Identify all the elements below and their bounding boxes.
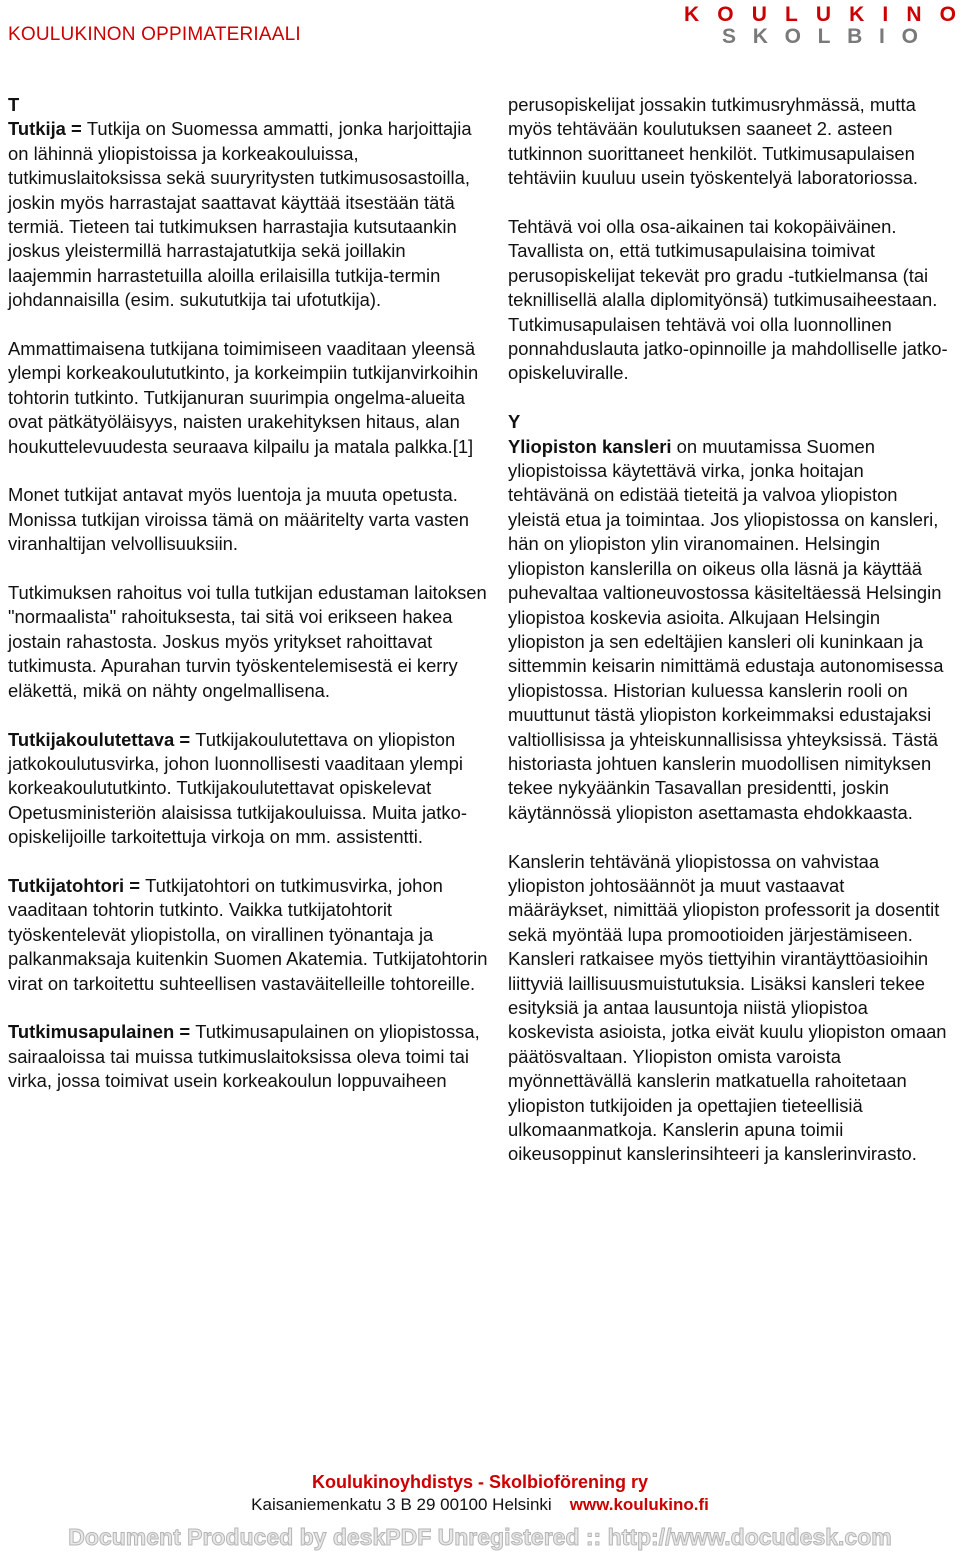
entry-tutkijakoulutettava: [8, 728, 488, 850]
section-letter-y: Y: [508, 411, 521, 433]
logo-letter: U: [815, 3, 832, 26]
entry-tutkija: [8, 117, 488, 312]
logo-letter: L: [817, 25, 831, 48]
entry-tutkimusapulainen: [8, 1020, 488, 1093]
definition-text: Tutkijakoulutettava on yliopiston jatkokoulutusvirka, johon luonnollisesti vaaditaan ylempi korkeakoulututkinto. Tutkijakoulutettavat opiskelevat Opetusministeriön alaisissa tutkijakouluissa. Muita jatko-opiskelijoille tarkoitettuja virkoja on mm. assistentti.: [8, 728, 467, 848]
paragraph: Tehtävä voi olla osa-aikainen tai kokopäiväinen. Tavallista on, että tutkimusapulaisina toimivat perusopiskelijat tekevät pro gradu -tutkielmansa (tai teknillisellä alalla diplomityönsä) tutkimusaiheestaan. Tutkimusapulaisen tehtävä voi olla luonnollinen ponnahduslauta jatko-opinnoille ja mahdolliselle jatko-opiskeluviralle.: [508, 216, 948, 384]
logo-letter: N: [906, 3, 922, 26]
footer-website-link[interactable]: www.koulukino.fi: [569, 1495, 709, 1514]
logo-letter: L: [784, 3, 798, 26]
paragraph: Kanslerin tehtävänä yliopistossa on vahvistaa yliopiston johtosäännöt ja muut vastaavat määräykset, nimittää yliopiston professorit ja dosentit sekä myöntää lupa promootioiden järjestämiseen. Kansleri ratkaisee myös tiettyihin virantäyttöasioihin liittyviä laillisuusmuistutuksia. Lisäksi kansleri tekee esityksiä ja antaa lausuntoja niistä yliopistoa koskevista asioista, jotka eivät kuulu yliopiston omaan päätösvaltaan. Yliopiston omista varoista myönnettävällä kanslerin matkatuella rahoitetaan yliopiston tutkijoiden ja opettajien tieteellisiä ulkomaanmatkoja. Kanslerin apuna toimii oikeusoppinut kanslerinsihteeri ja kanslerinvirasto.: [508, 850, 947, 1165]
term-yliopiston-kansleri: Yliopiston kansleri: [508, 435, 672, 457]
page-header-title: KOULUKINON OPPIMATERIAALI: [8, 24, 301, 45]
logo-letter: K: [684, 3, 700, 26]
footer-address-line: [0, 1495, 960, 1515]
logo-letter: O: [939, 3, 956, 26]
term-tutkijakoulutettava: Tutkijakoulutettava =: [8, 728, 196, 750]
koulukino-logo: [684, 4, 956, 48]
deskpdf-watermark: Document Produced by deskPDF Unregistered :: http://www.docudesk.com: [68, 1524, 892, 1550]
logo-letter: I: [882, 3, 889, 26]
logo-row-koulukino: [684, 4, 956, 26]
logo-letter: I: [879, 25, 885, 48]
term-tutkijatohtori: Tutkijatohtori =: [8, 874, 146, 896]
logo-letter: S: [722, 25, 737, 48]
definition-text: Tutkijatohtori on tutkimusvirka, johon vaaditaan tohtorin tutkinto. Vaikka tutkijatohtorit työskentelevät yliopistolla, on virallinen työnantaja ja palkanmaksaja kuitenkin Suomen Akatemia. Tutkijatohtorin virat on tarkoitettu suhteellisen vastaväitelleille tohtoreille.: [8, 874, 488, 994]
left-column: [8, 93, 488, 1118]
footer-organization: Koulukinoyhdistys - Skolbioförening ry: [311, 1472, 649, 1492]
logo-letter: K: [752, 25, 768, 48]
term-tutkija: Tutkija =: [8, 118, 87, 140]
definition-text: Tutkimusapulainen on yliopistossa, sairaaloissa tai muissa tutkimuslaitoksissa oleva toimi tai virka, jossa toimivat usein korkeakoulun loppuvaiheen: [8, 1021, 480, 1092]
term-tutkimusapulainen: Tutkimusapulainen =: [8, 1021, 196, 1043]
paragraph: Tutkimuksen rahoitus voi tulla tutkijan edustaman laitoksen "normaalista" rahoituksesta, tai sitä voi erikseen hakea jostain rahastosta. Joskus myös yritykset rahoittavat tutkimusta. Apurahan turvin työskentelemisestä ei kerry eläkettä, mikä on nähty ongelmallisena.: [8, 582, 487, 701]
logo-letter: O: [784, 25, 801, 48]
definition-text: on muutamissa Suomen yliopistoissa käytettävä virka, jonka hoitajan tehtävänä on edistää tieteitä ja valvoa yliopiston yleistä etua ja toimintaa. Jos yliopistossa on kansleri, hän on yliopiston ylin viranomainen. Helsingin yliopiston kanslerilla on oikeus olla läsnä ja käyttää puhevaltaa valtioneuvostossa käsiteltäessä Helsingin yliopistoa koskevia asioita. Alkujaan Helsingin yliopiston ja sen edeltäjien kansleri oli kuninkaan ja sittemmin keisarin nimittämä edustaja autonomisessa yliopistossa. Historian kuluessa kanslerin rooli on muuttunut tästä yliopiston korkeimmaksi edustajaksi valtiollisissa ja yhteiskunnallisissa yhteyksissä. Tästä historiasta johtuen kanslerin muodollisen nimityksen tekee nykyäänkin Tasavallan presidentti, joskin käytännössä yliopiston asettamasta ehdokkaasta.: [508, 435, 944, 823]
paragraph: Ammattimaisena tutkijana toimimiseen vaaditaan yleensä ylempi korkeakoulututkinto, ja korkeimpiin tutkijanvirkoihin tohtorin tutkinto. Tutkijanuran suurimpia ongelma-alueita ovat pätkätyöläisyys, naisten urakehityksen hitaus, alan houkuttelevuudesta seuraava kilpailu ja matala palkka.[1]: [8, 338, 479, 457]
logo-letter: K: [849, 3, 865, 26]
section-letter-t: T: [8, 94, 20, 115]
paragraph: Monet tutkijat antavat myös luentoja ja muuta opetusta. Monissa tutkijan viroissa tämä on määritelty varta vasten viranhaltijan velvollisuuksiin.: [8, 484, 469, 555]
logo-letter: O: [717, 3, 734, 26]
paragraph: perusopiskelijat jossakin tutkimusryhmässä, mutta myös tehtävään koulutuksen saaneet 2. asteen tutkinnon suorittaneet henkilöt. Tutkimusapulaisen tehtäviin kuuluu usein työskentelyä laboratoriossa.: [508, 94, 918, 189]
right-column: [508, 93, 948, 1191]
logo-letter: U: [751, 3, 767, 26]
logo-letter: O: [901, 25, 918, 48]
logo-row-skolbio: [684, 26, 956, 48]
logo-letter: B: [847, 25, 863, 48]
footer-address: Kaisaniemenkatu 3 B 29 00100 Helsinki: [251, 1495, 552, 1514]
entry-yliopiston-kansleri: [508, 435, 948, 826]
definition-text: Tutkija on Suomessa ammatti, jonka harjoittajia on lähinnä yliopistoissa ja korkeakouluissa, tutkimuslaitoksissa sekä suuryritysten tutkimusosastoilla, joskin myös harrastajat saattavat käyttää itsestään tätä termiä. Tieteen tai tutkimuksen harrastajia kutsutaankin joskus yleistermillä harrastajatutkija sekä joillakin laajemmin harrastetuilla aloilla erilaisilla tutkija-termin johdannaisilla (esim. sukututkija tai ufotutkija).: [8, 118, 472, 311]
entry-tutkijatohtori: [8, 874, 488, 996]
